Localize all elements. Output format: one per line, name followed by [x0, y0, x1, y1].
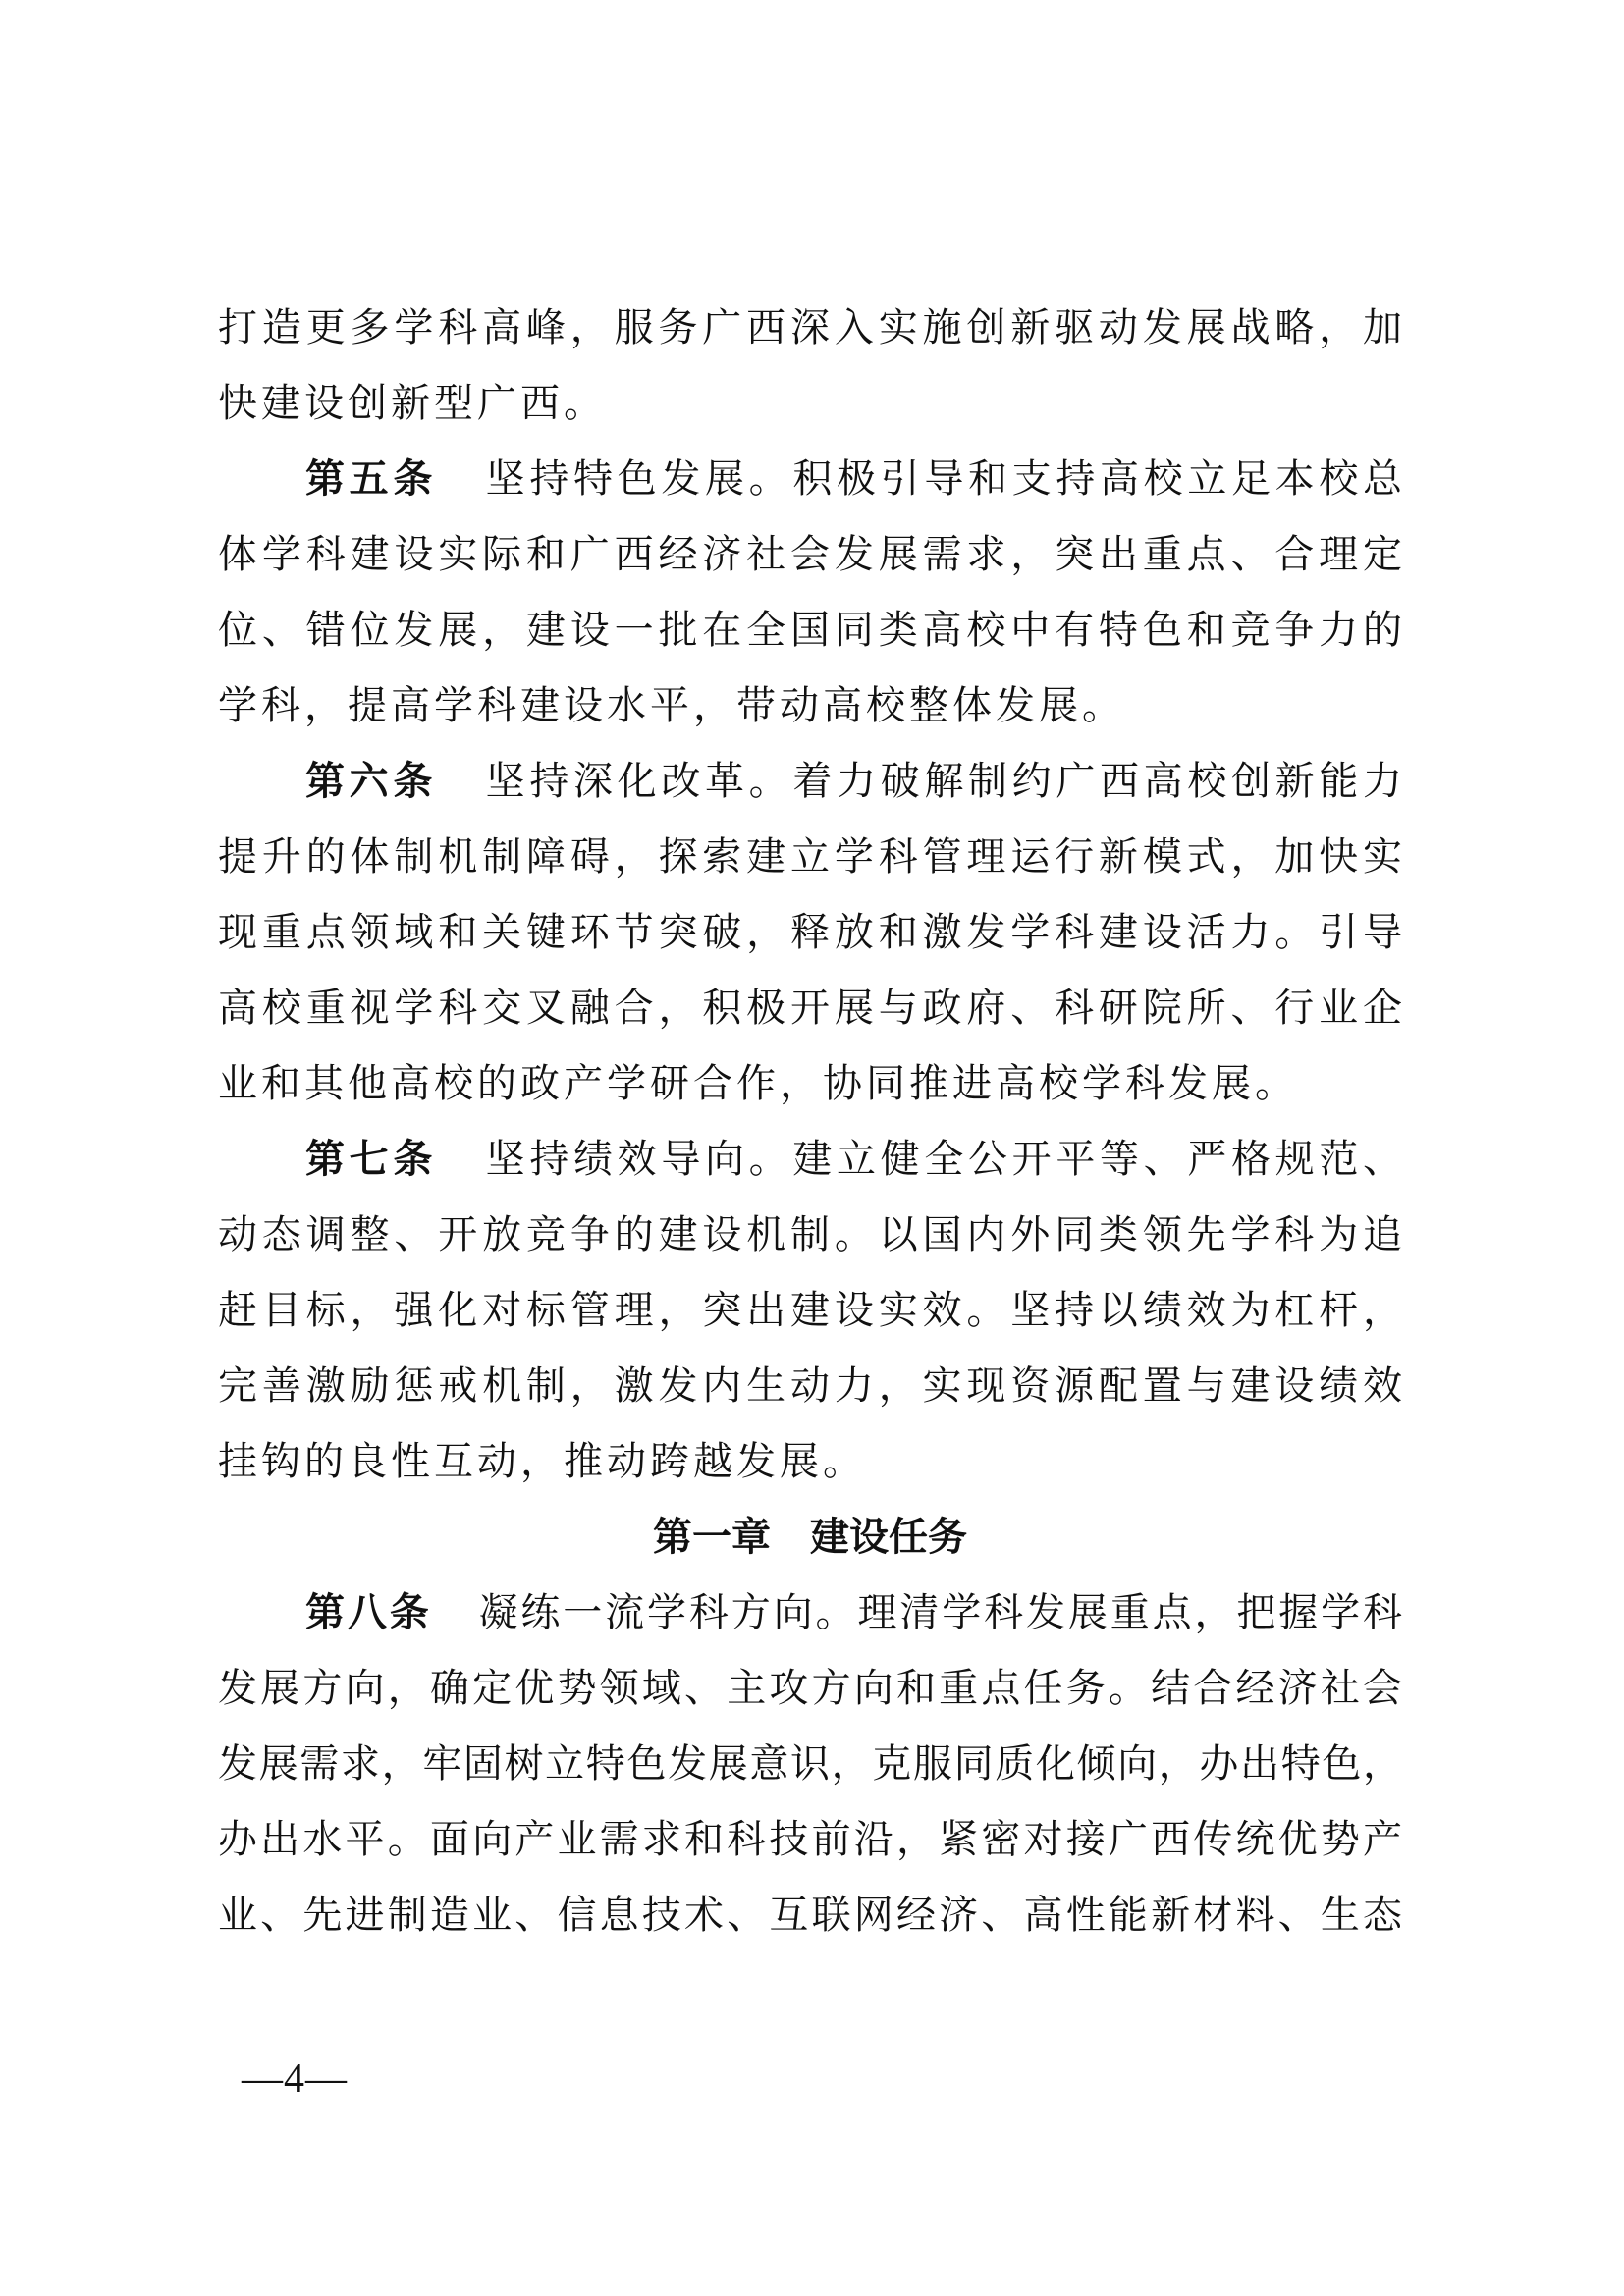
- line-text: 办出水平。面向产业需求和科技前沿，紧密对接广西传统优势产: [218, 1817, 1402, 1861]
- line-text: 高校重视学科交叉融合，积极开展与政府、科研院所、行业企: [218, 986, 1402, 1030]
- text-line: [218, 894, 1402, 970]
- label-gap: [437, 491, 481, 492]
- document-body: [218, 290, 1402, 1952]
- text-line: [218, 290, 1402, 365]
- text-line: [218, 970, 1402, 1045]
- text-line: [218, 1726, 1402, 1801]
- line-text: 发展需求，牢固树立特色发展意识，克服同质化倾向，办出特色，: [218, 1741, 1402, 1786]
- line-text: 赶目标，强化对标管理，突出建设实效。坚持以绩效为杠杆，: [218, 1288, 1402, 1332]
- text-line: [218, 1423, 1402, 1499]
- text-line: [218, 516, 1402, 592]
- line-text: 挂钩的良性互动，推动跨越发展。: [218, 1439, 866, 1483]
- line-text: 快建设创新型广西。: [218, 381, 607, 425]
- line-text: 学科，提高学科建设水平，带动高校整体发展。: [218, 683, 1125, 727]
- text-line: [218, 1877, 1402, 1952]
- line-text: 坚持特色发展。积极引导和支持高校立足本校总: [481, 456, 1402, 501]
- label-gap: [432, 1625, 476, 1626]
- text-line: [218, 743, 1402, 819]
- label-gap: [771, 1549, 810, 1550]
- chapter-heading: [218, 1499, 1402, 1575]
- label-gap: [437, 1171, 481, 1172]
- line-text: 提升的体制机制障碍，探索建立学科管理运行新模式，加快实: [218, 834, 1402, 879]
- text-line: [218, 1575, 1402, 1650]
- line-text: 业和其他高校的政产学研合作，协同推进高校学科发展。: [218, 1061, 1298, 1105]
- text-line: [218, 441, 1402, 516]
- text-line: [218, 592, 1402, 667]
- line-text: 坚持深化改革。着力破解制约广西高校创新能力: [481, 759, 1402, 803]
- line-text: 动态调整、开放竞争的建设机制。以国内外同类领先学科为追: [218, 1212, 1402, 1256]
- page-number: —4—: [242, 2056, 348, 2102]
- line-text: 凝练一流学科方向。理清学科发展重点，把握学科: [475, 1590, 1402, 1634]
- chapter-number-label: 第一章: [653, 1516, 771, 1559]
- text-line: [218, 1650, 1402, 1726]
- line-text: 发展方向，确定优势领域、主攻方向和重点任务。结合经济社会: [218, 1666, 1402, 1710]
- text-line: [218, 1272, 1402, 1348]
- line-text: 坚持绩效导向。建立健全公开平等、严格规范、: [481, 1137, 1402, 1181]
- line-text: 现重点领域和关键环节突破，释放和激发学科建设活力。引导: [218, 910, 1402, 954]
- line-text: 打造更多学科高峰，服务广西深入实施创新驱动发展战略，加: [218, 305, 1402, 349]
- chapter-title-text: 建设任务: [810, 1516, 967, 1559]
- text-line: [218, 1801, 1402, 1877]
- text-line: [218, 365, 1402, 441]
- text-line: [218, 1045, 1402, 1121]
- text-line: [218, 819, 1402, 894]
- article-number-label: 第六条: [305, 760, 437, 803]
- line-text: 位、错位发展，建设一批在全国同类高校中有特色和竞争力的: [218, 608, 1402, 652]
- line-text: 体学科建设实际和广西经济社会发展需求，突出重点、合理定: [218, 532, 1402, 576]
- article-number-label: 第五条: [305, 457, 437, 501]
- text-line: [218, 667, 1402, 743]
- label-gap: [437, 793, 481, 794]
- article-number-label: 第七条: [305, 1138, 437, 1181]
- text-line: [218, 1197, 1402, 1272]
- article-number-label: 第八条: [305, 1591, 432, 1634]
- line-text: 业、先进制造业、信息技术、互联网经济、高性能新材料、生态: [218, 1893, 1402, 1937]
- text-line: [218, 1348, 1402, 1423]
- line-text: 完善激励惩戒机制，激发内生动力，实现资源配置与建设绩效: [218, 1363, 1402, 1408]
- text-line: [218, 1121, 1402, 1197]
